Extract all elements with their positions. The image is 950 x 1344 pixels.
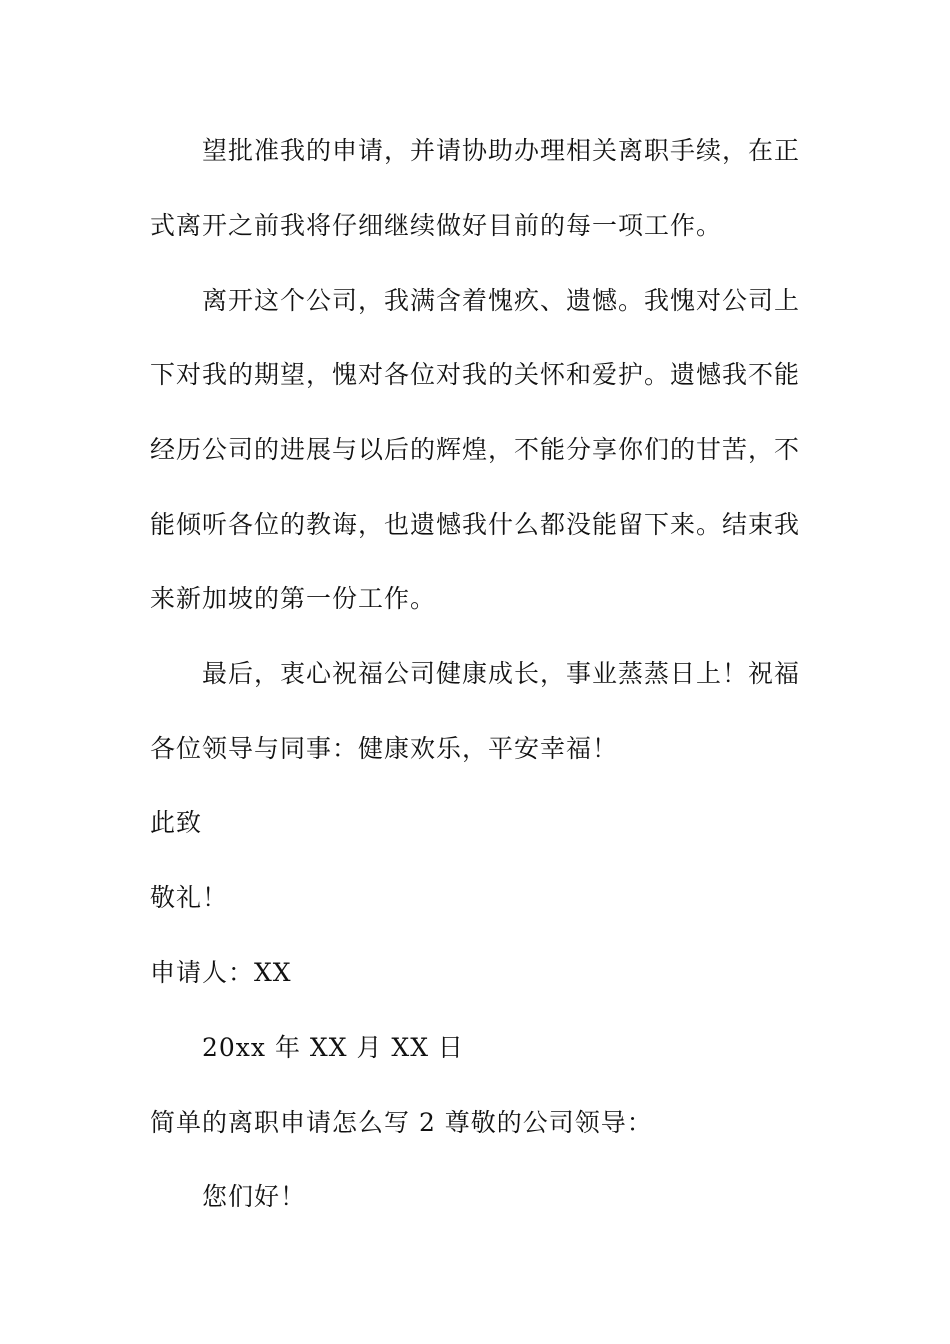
greeting-line: 您们好！: [202, 1182, 307, 1211]
paragraph-line: 最后，衷心祝福公司健康成长，事业蒸蒸日上！祝福: [202, 659, 801, 688]
paragraph-line: 下对我的期望，愧对各位对我的关怀和爱护。遗憾我不能: [150, 360, 801, 389]
paragraph-line: 各位领导与同事：健康欢乐，平安幸福！: [150, 734, 619, 763]
paragraph-line: 经历公司的进展与以后的辉煌，不能分享你们的甘苦，不: [150, 435, 801, 464]
closing-salutation: 此致: [150, 808, 203, 837]
paragraph-line: 能倾听各位的教诲，也遗憾我什么都没能留下来。结束我: [150, 510, 801, 539]
paragraph-line: 式离开之前我将仔细继续做好目前的每一项工作。: [150, 211, 723, 240]
application-date: 20xx 年 XX 月 XX 日: [202, 1033, 464, 1062]
paragraph-line: 望批准我的申请，并请协助办理相关离职手续，在正: [202, 136, 801, 165]
paragraph-line: 来新加坡的第一份工作。: [150, 584, 437, 613]
section-heading: 简单的离职申请怎么写 2 尊敬的公司领导：: [150, 1108, 653, 1137]
closing-regards: 敬礼！: [150, 883, 229, 912]
paragraph-line: 离开这个公司，我满含着愧疚、遗憾。我愧对公司上: [202, 286, 801, 315]
applicant-name: 申请人：XX: [150, 958, 292, 987]
